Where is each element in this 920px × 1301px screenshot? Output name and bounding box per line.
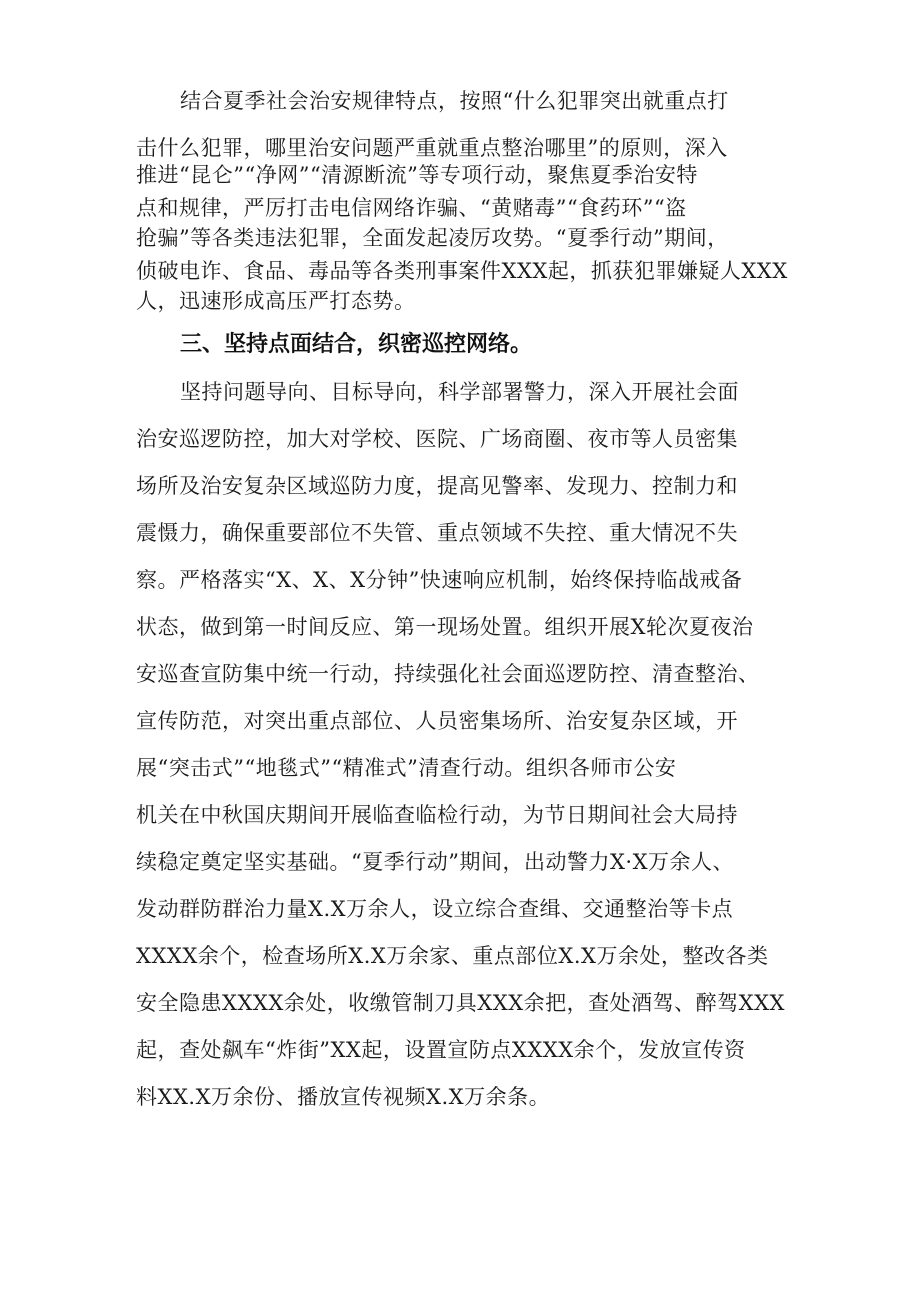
paragraph2-line-8: 宣传防范，对突出重点部位、人员密集场所、治安复杂区域，开 xyxy=(136,709,738,733)
paragraph1-line-6: 侦破电诈、食品、毒品等各类刑事案件XXX起，抓获犯罪嫌疑人XXX xyxy=(136,259,788,283)
paragraph1-line-5: 抢骗”等各类违法犯罪，全面发起凌厉攻势。“夏季行动”期间， xyxy=(136,226,729,250)
paragraph2-line-2: 治安巡逻防控，加大对学校、医院、广场商圈、夜市等人员密集 xyxy=(136,427,738,451)
paragraph2-line-5: 察。严格落实“X、X、X分钟”快速响应机制，始终保持临战戒备 xyxy=(136,568,743,592)
paragraph1-line-7: 人，迅速形成高压严打态势。 xyxy=(136,289,416,313)
paragraph2-line-11: 续稳定奠定坚实基础。“夏季行动”期间，出动警力X·X万余人、 xyxy=(136,850,735,874)
paragraph2-line-1: 坚持问题导向、目标导向，科学部署警力，深入开展社会面 xyxy=(180,380,739,404)
paragraph2-line-3: 场所及治安复杂区域巡防力度，提高见警率、发现力、控制力和 xyxy=(136,474,738,498)
paragraph2-line-10: 机关在中秋国庆期间开展临查临检行动，为节日期间社会大局持 xyxy=(136,803,738,827)
paragraph2-line-13: XXXX余个，检查场所X.X万余家、重点部位X.X万余处，整改各类 xyxy=(136,944,769,968)
paragraph2-line-12: 发动群防群治力量X.X万余人，设立综合查缉、交通整治等卡点 xyxy=(136,897,734,921)
paragraph1-line-1: 结合夏季社会治安规律特点，按照“什么犯罪突出就重点打 xyxy=(180,89,729,113)
paragraph2-line-14: 安全隐患XXXX余处，收缴管制刀具XXX余把，查处酒驾、醉驾XXX xyxy=(136,991,785,1015)
paragraph1-line-2: 击什么犯罪，哪里治安问题严重就重点整治哪里”的原则，深入 xyxy=(136,136,728,160)
section-heading: 三、坚持点面结合，织密巡控网络。 xyxy=(180,332,533,357)
paragraph2-line-16: 料XX.X万余份、播放宣传视频X.X万余条。 xyxy=(136,1085,551,1109)
paragraph2-line-9: 展“突击式”“地毯式”“精准式”清查行动。组织各师市公安 xyxy=(136,756,677,780)
paragraph2-line-15: 起，查处飙车“炸街”XX起，设置宣防点XXXX余个，发放宣传资 xyxy=(136,1038,746,1062)
paragraph2-line-6: 状态，做到第一时间反应、第一现场处置。组织开展X轮次夏夜治 xyxy=(136,615,754,639)
paragraph1-line-4: 点和规律，严厉打击电信网络诈骗、“黄赌毒”“食药环”“盗 xyxy=(136,196,687,220)
paragraph1-line-3: 推进“昆仑”“净网”“清源断流”等专项行动，聚焦夏季治安特 xyxy=(136,163,698,187)
paragraph2-line-4: 震慑力，确保重要部位不失管、重点领域不失控、重大情况不失 xyxy=(136,521,738,545)
paragraph2-line-7: 安巡查宣防集中统一行动，持续强化社会面巡逻防控、清查整治、 xyxy=(136,662,760,686)
